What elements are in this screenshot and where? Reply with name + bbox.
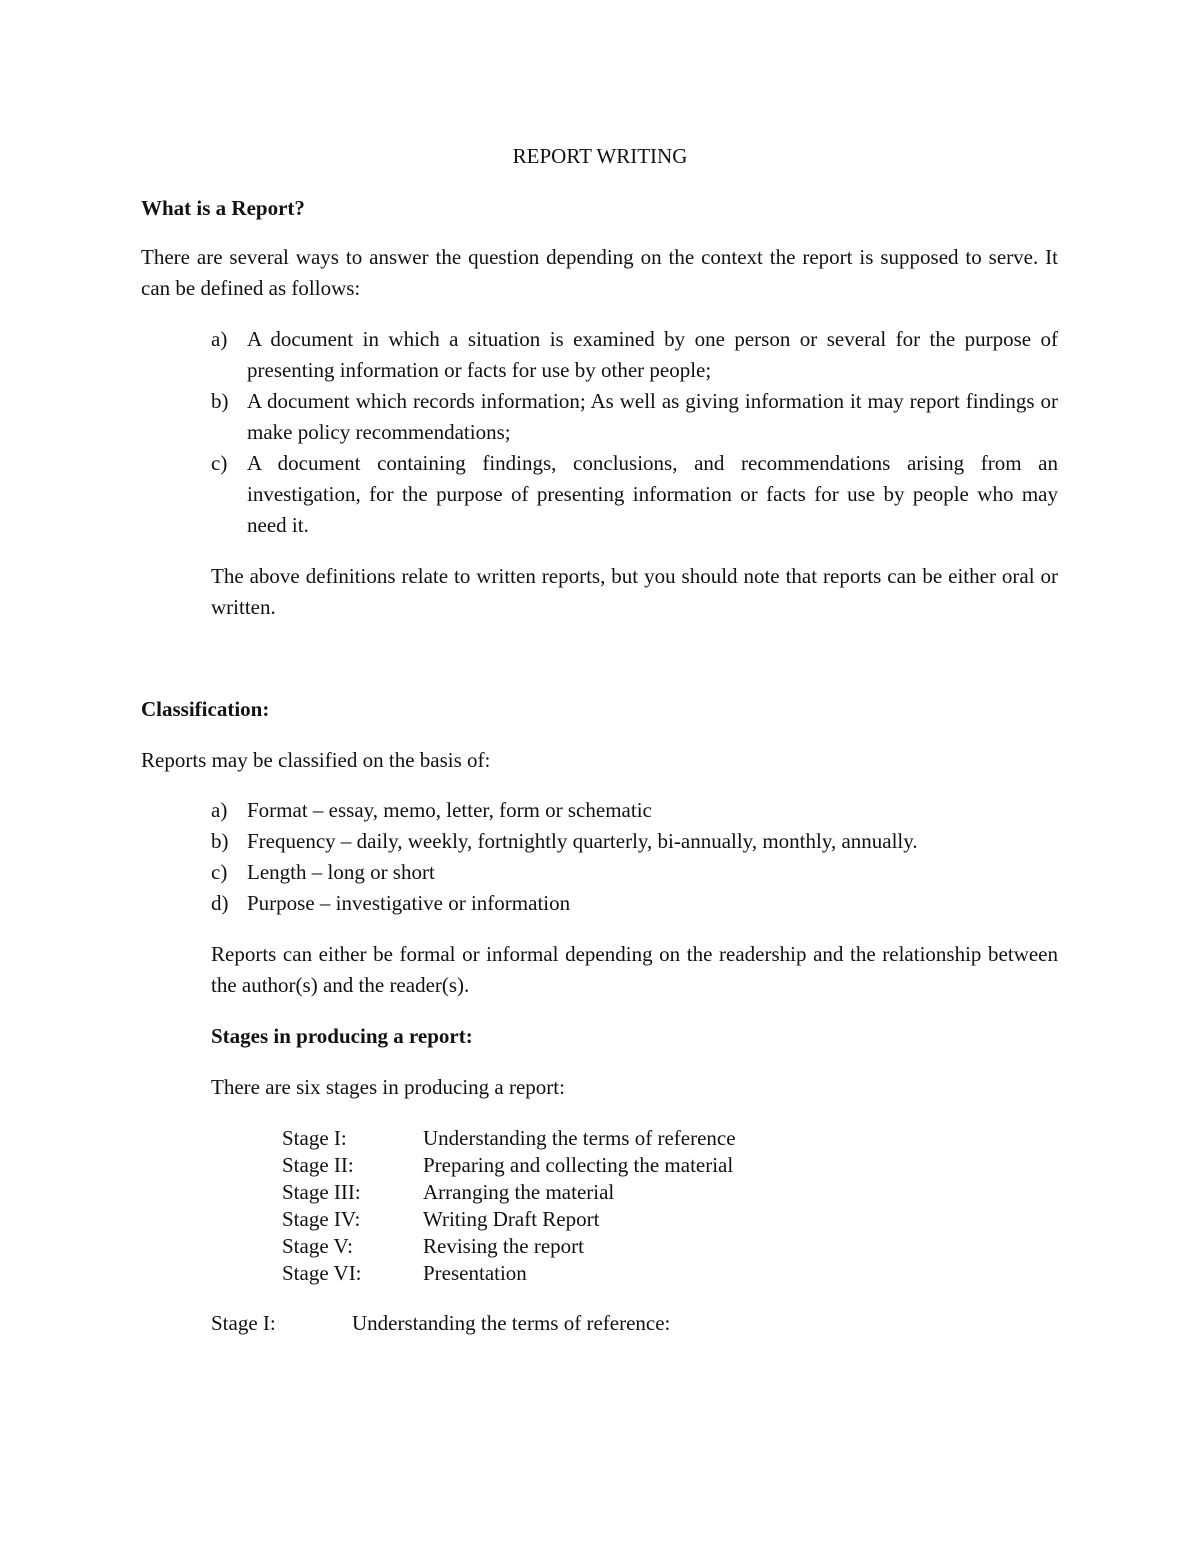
stage-description: Understanding the terms of reference — [423, 1126, 736, 1150]
list-text: A document which records information; As well as giving information it may report findings or make policy recommendations; — [247, 389, 1058, 444]
stage-description: Arranging the material — [423, 1180, 615, 1204]
list-marker: b) — [211, 829, 229, 853]
list-marker: d) — [211, 891, 229, 915]
classification-item — [211, 795, 1058, 826]
list-text: Frequency – daily, weekly, fortnightly quarterly, bi-annually, monthly, annually. — [247, 829, 918, 853]
definition-item — [211, 448, 1058, 541]
classification-note: Reports can either be formal or informal depending on the readership and the relationship between the author(s) and the reader(s). — [211, 942, 1058, 997]
stage-label: Stage VI: — [282, 1261, 362, 1285]
list-text: A document in which a situation is examined by one person or several for the purpose of presenting information or facts for use by other people; — [247, 327, 1058, 382]
list-marker: b) — [211, 389, 229, 413]
stage-label: Stage IV: — [282, 1207, 361, 1231]
classification-intro: Reports may be classified on the basis of: — [141, 748, 491, 772]
stage-label: Stage I: — [282, 1126, 347, 1150]
list-marker: a) — [211, 798, 228, 822]
list-marker: c) — [211, 451, 228, 475]
stage-label: Stage I: — [211, 1311, 276, 1335]
definition-item — [211, 324, 1058, 386]
list-marker: c) — [211, 860, 228, 884]
stage-label: Stage V: — [282, 1234, 353, 1258]
heading-stages: Stages in producing a report: — [211, 1024, 473, 1048]
classification-item — [211, 857, 1058, 888]
list-text: Purpose – investigative or information — [247, 891, 571, 915]
document-title: REPORT WRITING — [512, 144, 688, 168]
stage-description: Preparing and collecting the material — [423, 1153, 734, 1177]
heading-classification: Classification: — [141, 697, 270, 721]
definitions-note: The above definitions relate to written reports, but you should note that reports can be either oral or written. — [211, 564, 1058, 619]
list-text: Length – long or short — [247, 860, 435, 884]
definition-item — [211, 386, 1058, 448]
stage-label: Stage III: — [282, 1180, 361, 1204]
list-text: A document containing findings, conclusions, and recommendations arising from an investigation, for the purpose of presenting information or facts for use by people who may need it. — [247, 451, 1058, 537]
stage-label: Stage II: — [282, 1153, 354, 1177]
classification-item — [211, 888, 1058, 919]
stages-intro: There are six stages in producing a report: — [211, 1075, 565, 1099]
intro-paragraph: There are several ways to answer the question depending on the context the report is supposed to serve. It can be defined as follows: — [141, 245, 1058, 300]
stage-description: Presentation — [423, 1261, 527, 1285]
list-marker: a) — [211, 327, 228, 351]
heading-what-is-a-report: What is a Report? — [141, 196, 305, 220]
stage-description: Understanding the terms of reference: — [352, 1311, 671, 1335]
stage-description: Writing Draft Report — [423, 1207, 600, 1231]
list-text: Format – essay, memo, letter, form or schematic — [247, 798, 652, 822]
stage-description: Revising the report — [423, 1234, 584, 1258]
classification-item — [211, 826, 1058, 857]
